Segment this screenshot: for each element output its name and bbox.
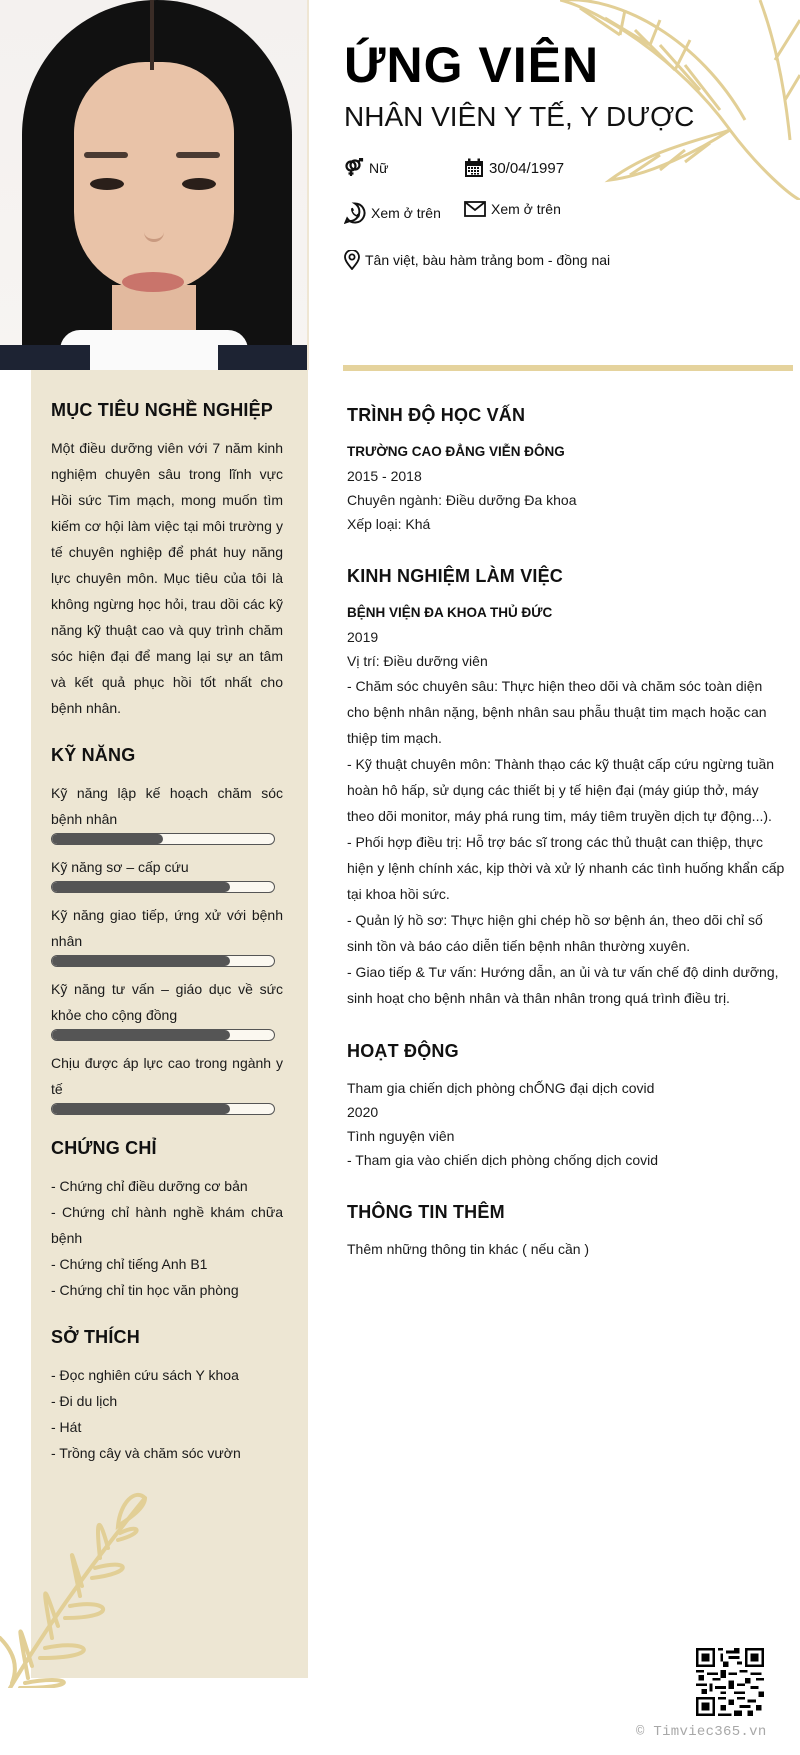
- company-name: BỆNH VIỆN ĐA KHOA THỦ ĐỨC: [347, 605, 553, 620]
- gender-value: Nữ: [369, 160, 389, 176]
- skill-name: Chịu được áp lực cao trong ngành y tế: [51, 1055, 283, 1097]
- photo-brow: [84, 152, 128, 158]
- skill-bar-fill: [52, 1104, 230, 1114]
- experience-title: KINH NGHIỆM LÀM VIỆC: [347, 566, 564, 586]
- candidate-name: ỨNG VIÊN: [344, 37, 600, 93]
- photo-jacket: [0, 345, 90, 370]
- skill-bar-fill: [52, 882, 230, 892]
- phone-value: Xem ở trên: [371, 205, 441, 221]
- certificate-item: - Chứng chỉ tiếng Anh B1: [51, 1256, 208, 1272]
- main-content: [347, 405, 787, 1261]
- photo-border: [307, 0, 309, 370]
- location-pin-icon: [344, 250, 360, 270]
- skill-name: Kỹ năng sơ – cấp cứu: [51, 859, 189, 875]
- qr-code-icon: [696, 1647, 764, 1717]
- certificate-item: - Chứng chỉ điều dưỡng cơ bản: [51, 1178, 248, 1194]
- address-value: Tân việt, bàu hàm trảng bom - đồng nai: [365, 252, 611, 268]
- skills-title: KỸ NĂNG: [51, 745, 136, 765]
- birthday-value: 30/04/1997: [489, 159, 565, 177]
- skill-item: [51, 1050, 283, 1115]
- contact-gender: [344, 158, 388, 178]
- experience-position: Vị trí: Điều dưỡng viên: [347, 653, 488, 669]
- photo-nose: [144, 200, 164, 242]
- contact-email: [464, 200, 561, 218]
- photo-jacket: [218, 345, 308, 370]
- hobbies-title: SỞ THÍCH: [51, 1327, 140, 1347]
- experience-section: [347, 566, 787, 1011]
- contact-phone: [344, 202, 441, 224]
- photo-hair-part: [150, 0, 154, 70]
- gender-icon: [344, 158, 364, 178]
- contact-address: [344, 250, 610, 270]
- photo-face: [74, 62, 234, 292]
- experience-duty: - Chăm sóc chuyên sâu: Thực hiện theo dõi và chăm sóc toàn diện cho bệnh nhân nặng, bệnh nhân sau phẫu thuật tim mạch hoặc can thiệp tim mạch.: [347, 678, 767, 746]
- certificate-item: - Chứng chỉ tin học văn phòng: [51, 1282, 239, 1298]
- hobby-item: - Đi du lịch: [51, 1393, 118, 1409]
- skill-name: Kỹ năng giao tiếp, ứng xử với bệnh nhân: [51, 907, 283, 949]
- experience-duty: - Phối hợp điều trị: Hỗ trợ bác sĩ trong các thủ thuật can thiệp, thực hiện y lệnh chính xác, kịp thời và xử lý nhanh các tình huống khẩn cấp tại khoa hồi sức.: [347, 834, 785, 902]
- activities-section: [347, 1041, 787, 1172]
- photo-lips: [122, 272, 184, 292]
- skill-bar: [51, 833, 275, 845]
- job-title: NHÂN VIÊN Y TẾ, Y DƯỢC: [344, 101, 695, 132]
- email-value: Xem ở trên: [491, 201, 561, 217]
- skill-bar: [51, 881, 275, 893]
- education-section: [347, 405, 787, 536]
- certificate-item: - Chứng chỉ hành nghề khám chữa bệnh: [51, 1204, 283, 1246]
- school-name: TRƯỜNG CAO ĐẲNG VIỄN ĐÔNG: [347, 444, 565, 459]
- experience-duty: - Quản lý hồ sơ: Thực hiện ghi chép hồ sơ bệnh án, theo dõi chỉ số sinh tồn và báo cáo diễn tiến bệnh nhân thường xuyên.: [347, 912, 763, 954]
- skill-item: [51, 780, 283, 845]
- hobby-item: - Hát: [51, 1419, 82, 1435]
- leaf-branch-icon: [0, 1478, 160, 1688]
- experience-period: 2019: [347, 629, 379, 645]
- objective-title: MỤC TIÊU NGHỀ NGHIỆP: [51, 400, 274, 420]
- education-title: TRÌNH ĐỘ HỌC VẤN: [347, 405, 526, 425]
- experience-duty: - Giao tiếp & Tư vấn: Hướng dẫn, an ủi và tư vấn chế độ dinh dưỡng, sinh hoạt cho bệnh nhân và thân nhân trong quá trình điều trị.: [347, 964, 779, 1006]
- contact-birthday: [464, 158, 564, 178]
- experience-duty: - Kỹ thuật chuyên môn: Thành thạo các kỹ thuật cấp cứu ngừng tuần hoàn hô hấp, sử dụng các thiết bị y tế hiện đại (máy giúp thở, máy theo dõi monitor, máy phá rung tim, máy tiêm truyền dịch tự động...).: [347, 756, 775, 824]
- skill-bar-fill: [52, 1030, 230, 1040]
- skill-item: [51, 854, 283, 893]
- watermark: © Timviec365.vn: [636, 1724, 767, 1740]
- activities-title: HOẠT ĐỘNG: [347, 1041, 459, 1061]
- activity-role: Tình nguyện viên: [347, 1128, 455, 1144]
- education-period: 2015 - 2018: [347, 468, 422, 484]
- skill-name: Kỹ năng lập kế hoạch chăm sóc bệnh nhân: [51, 785, 283, 827]
- certificates-list: [51, 1173, 283, 1303]
- additional-info-text: Thêm những thông tin khác ( nếu cần ): [347, 1241, 590, 1257]
- education-major: Chuyên ngành: Điều dưỡng Đa khoa: [347, 492, 577, 508]
- calendar-icon: [464, 158, 484, 178]
- hobby-item: - Đọc nghiên cứu sách Y khoa: [51, 1367, 239, 1383]
- hobby-item: - Trồng cây và chăm sóc vườn: [51, 1445, 241, 1461]
- header-divider: [343, 365, 793, 371]
- photo-eye: [90, 178, 124, 190]
- mail-icon: [464, 200, 486, 218]
- activity-detail: - Tham gia vào chiến dịch phòng chống dịch covid: [347, 1152, 659, 1168]
- skill-item: [51, 902, 283, 967]
- skill-bar: [51, 955, 275, 967]
- hobbies-list: [51, 1362, 283, 1466]
- additional-info-section: [347, 1202, 787, 1261]
- photo-brow: [176, 152, 220, 158]
- avatar-photo: [0, 0, 308, 370]
- skill-bar-fill: [52, 956, 230, 966]
- additional-info-title: THÔNG TIN THÊM: [347, 1202, 505, 1222]
- activity-name: Tham gia chiến dịch phòng chỐNG đại dịch covid: [347, 1080, 655, 1096]
- certificates-title: CHỨNG CHỈ: [51, 1138, 157, 1158]
- skill-name: Kỹ năng tư vấn – giáo dục về sức khỏe cho cộng đồng: [51, 981, 283, 1023]
- education-grade: Xếp loại: Khá: [347, 516, 431, 532]
- skill-bar: [51, 1029, 275, 1041]
- skill-bar-fill: [52, 834, 163, 844]
- phone-icon: [344, 202, 366, 224]
- skill-bar: [51, 1103, 275, 1115]
- skill-item: [51, 976, 283, 1041]
- activity-year: 2020: [347, 1104, 379, 1120]
- header: [344, 36, 784, 134]
- objective-text: Một điều dưỡng viên với 7 năm kinh nghiệm chuyên sâu trong lĩnh vực Hồi sức Tim mạch, mong muốn tìm kiếm cơ hội làm việc tại môi trường y tế chuyên nghiệp để phát huy năng lực chuyên môn. Mục tiêu của tôi là không ngừng học hỏi, trau dồi các kỹ năng kỹ thuật cao và quy trình chăm sóc hiện đại để mang lại sự an tâm và kết quả phục hồi tốt nhất cho bệnh nhân.: [51, 440, 283, 716]
- skills-list: [51, 780, 283, 1115]
- photo-eye: [182, 178, 216, 190]
